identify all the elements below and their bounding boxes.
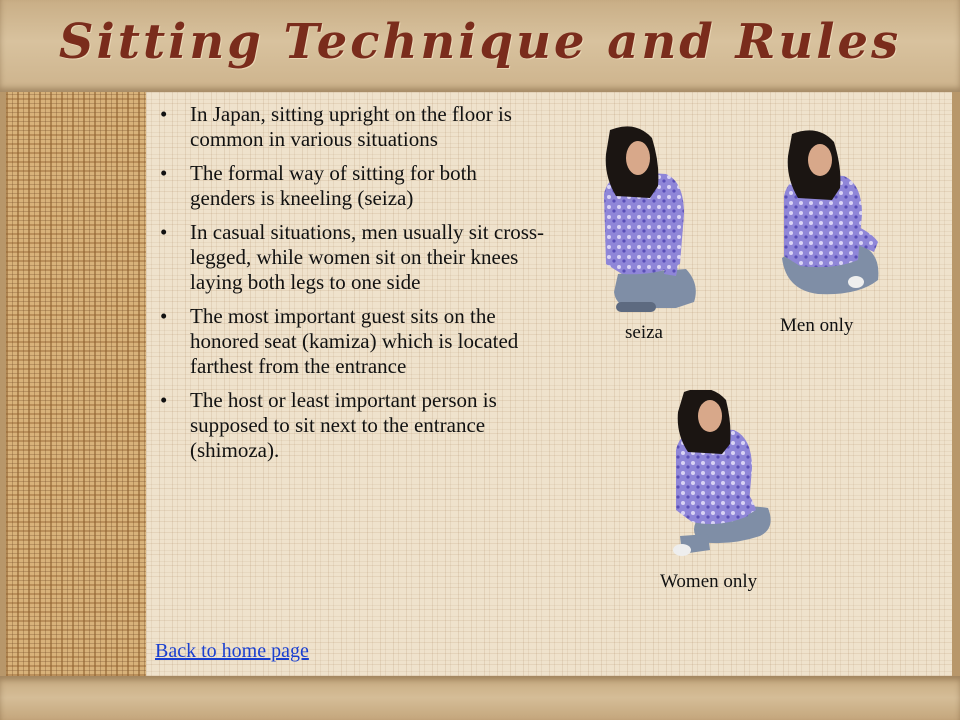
figure-caption-seiza: seiza [625,322,663,343]
figure-caption-men-only: Men only [780,315,854,336]
bullet-text: In casual situations, men usually sit cross-legged, while women sit on their knees laying both legs to one side [190,220,545,294]
left-weave-strip [6,92,146,676]
bullet-icon: • [160,102,168,126]
bullet-text: The host or least important person is supposed to sit next to the entrance (shimoza). [190,388,497,462]
list-item [160,102,545,152]
page-title: Sitting Technique and Rules [58,14,902,70]
bullet-icon: • [160,304,168,328]
right-frame-edge [952,92,960,676]
bullet-text: The most important guest sits on the honored seat (kamiza) which is located farthest from the entrance [190,304,519,378]
bullet-text: In Japan, sitting upright on the floor is common in various situations [190,102,512,151]
list-item [160,388,545,463]
list-item [160,304,545,379]
bullet-icon: • [160,161,168,185]
side-sitting-figure [660,390,776,558]
list-item [160,220,545,295]
bullet-list [160,102,545,472]
bullet-icon: • [160,220,168,244]
bullet-icon: • [160,388,168,412]
kneeling-woman-figure [596,124,704,320]
figure-caption-women-only: Women only [660,571,758,592]
cross-legged-figure [778,130,888,300]
list-item [160,161,545,211]
bottom-frame [0,676,960,720]
bullet-text: The formal way of sitting for both genders is kneeling (seiza) [190,161,477,210]
back-to-home-link[interactable]: Back to home page [155,640,309,662]
